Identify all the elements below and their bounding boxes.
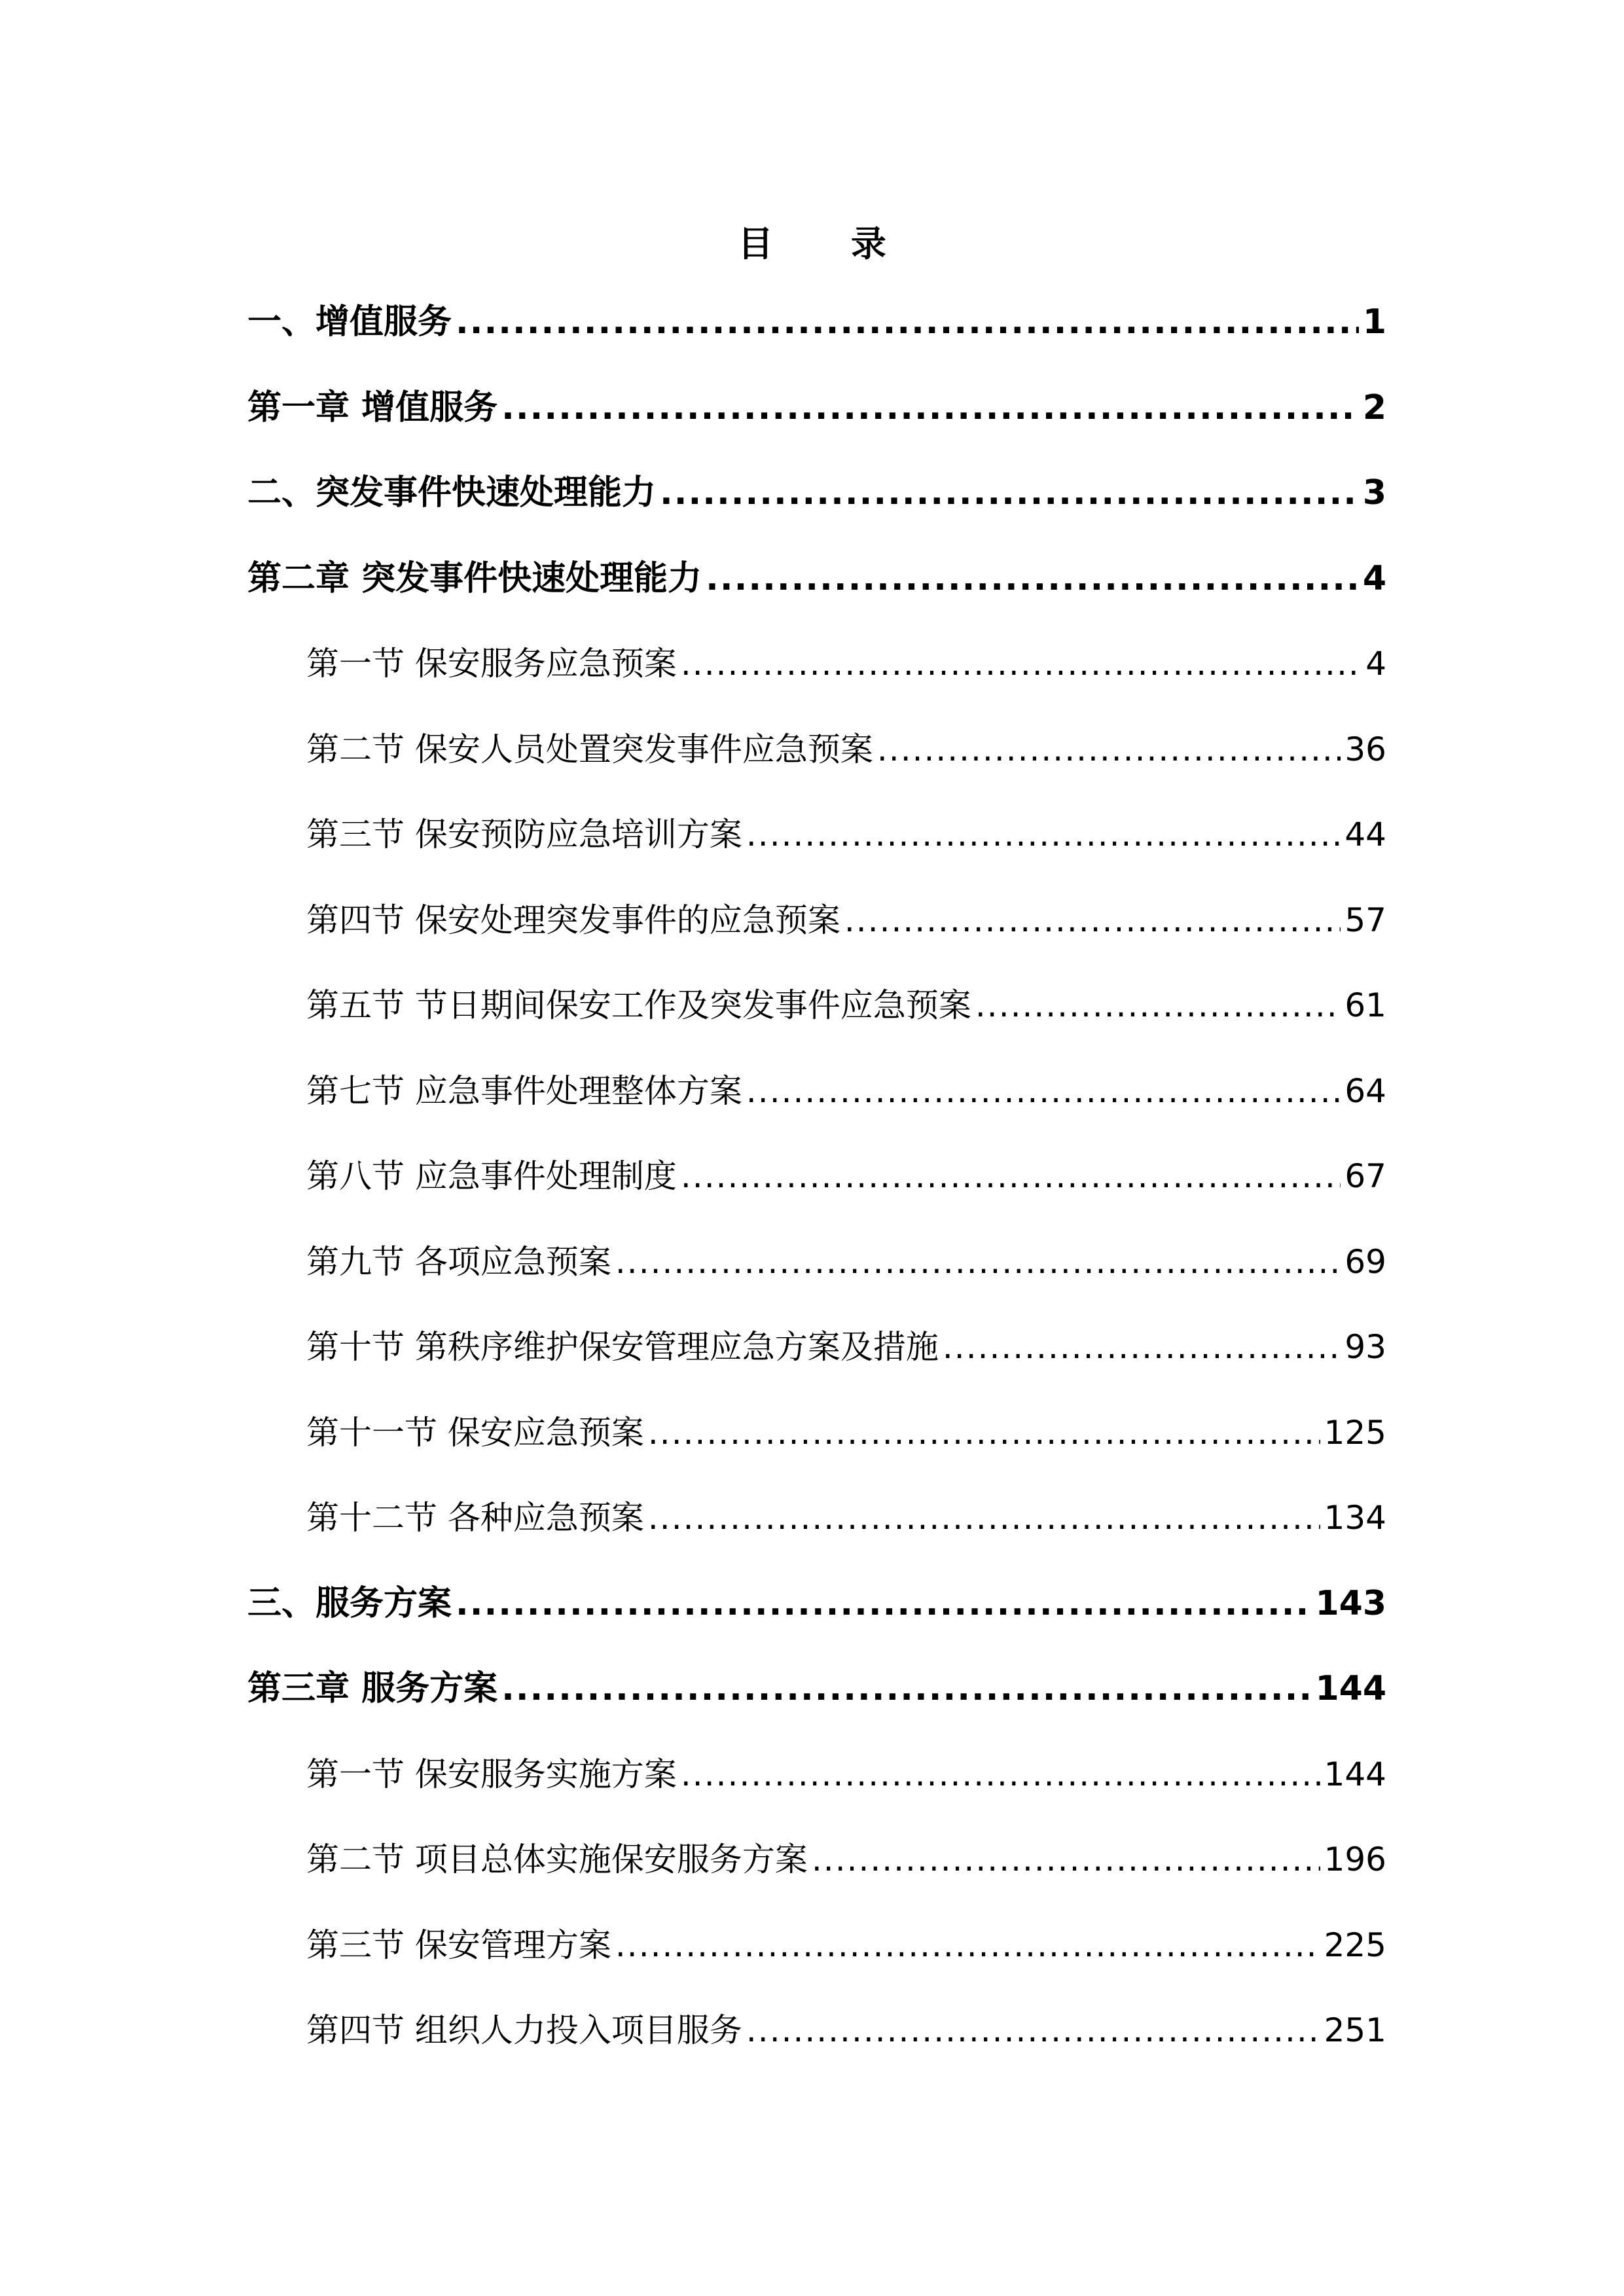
toc-entry[interactable] xyxy=(306,1492,1386,1544)
toc-dot-leader xyxy=(844,894,1341,946)
toc-dot-leader xyxy=(615,1919,1320,1971)
toc-title: 目 录 xyxy=(738,223,919,264)
toc-entry[interactable] xyxy=(247,296,1386,348)
toc-entry-page-number: 3 xyxy=(1362,473,1386,512)
toc-entry-page-number: 196 xyxy=(1324,1840,1386,1878)
toc-dot-leader xyxy=(648,1407,1320,1459)
toc-entry[interactable] xyxy=(306,979,1386,1031)
toc-entry-page-number: 144 xyxy=(1324,1755,1386,1793)
toc-entry-page-number: 44 xyxy=(1344,816,1386,853)
toc-dot-leader xyxy=(877,723,1341,776)
toc-dot-leader xyxy=(501,1662,1311,1715)
toc-entry-page-number: 4 xyxy=(1362,559,1386,598)
toc-dot-leader xyxy=(648,1492,1320,1544)
toc-entry-label: 一、增值服务 xyxy=(247,302,452,342)
toc-entry-label: 第八节 应急事件处理制度 xyxy=(306,1157,677,1195)
toc-entry[interactable] xyxy=(306,1150,1386,1202)
toc-entry[interactable] xyxy=(306,1748,1386,1801)
toc-dot-leader xyxy=(456,296,1359,348)
toc-entry-label: 第七节 应急事件处理整体方案 xyxy=(306,1072,742,1110)
toc-entry-page-number: 2 xyxy=(1362,388,1386,427)
toc-entry-label: 二、突发事件快速处理能力 xyxy=(247,473,657,512)
toc-entry-page-number: 57 xyxy=(1344,901,1386,939)
toc-dot-leader xyxy=(706,552,1359,605)
toc-entry-label: 第二节 项目总体实施保安服务方案 xyxy=(306,1840,808,1878)
toc-entry-label: 第一节 保安服务应急预案 xyxy=(306,645,677,683)
toc-entry-page-number: 125 xyxy=(1324,1414,1386,1452)
toc-entry[interactable] xyxy=(306,723,1386,776)
toc-entry[interactable] xyxy=(306,1236,1386,1288)
toc-dot-leader xyxy=(812,1833,1320,1886)
toc-entry-label: 第三节 保安预防应急培训方案 xyxy=(306,816,742,853)
toc-entry-label: 第十节 第秩序维护保安管理应急方案及措施 xyxy=(306,1328,939,1366)
toc-entry-label: 第一章 增值服务 xyxy=(247,388,498,427)
toc-entry-page-number: 251 xyxy=(1324,2011,1386,2049)
toc-entry[interactable] xyxy=(306,2004,1386,2056)
toc-entry-page-number: 4 xyxy=(1365,645,1386,683)
toc-entry[interactable] xyxy=(247,1577,1386,1630)
toc-entry[interactable] xyxy=(247,382,1386,434)
toc-entry-label: 第四节 保安处理突发事件的应急预案 xyxy=(306,901,840,939)
toc-dot-leader xyxy=(746,1065,1341,1117)
toc-entry-label: 第十二节 各种应急预案 xyxy=(306,1499,644,1537)
toc-entry[interactable] xyxy=(306,894,1386,946)
toc-entry-label: 第一节 保安服务实施方案 xyxy=(306,1755,677,1793)
toc-dot-leader xyxy=(746,808,1341,861)
toc-entry-page-number: 93 xyxy=(1344,1328,1386,1366)
toc-dot-leader xyxy=(943,1321,1341,1373)
toc-entry-page-number: 61 xyxy=(1344,986,1386,1024)
toc-entry[interactable] xyxy=(306,1321,1386,1373)
toc-entry[interactable] xyxy=(247,1662,1386,1715)
toc-entry[interactable] xyxy=(306,637,1386,690)
toc-entry[interactable] xyxy=(306,1407,1386,1459)
toc-entry-page-number: 67 xyxy=(1344,1157,1386,1195)
toc-dot-leader xyxy=(681,1748,1320,1801)
toc-dot-leader xyxy=(746,2004,1320,2056)
toc-dot-leader xyxy=(681,637,1362,690)
toc-entry-label: 第十一节 保安应急预案 xyxy=(306,1414,644,1452)
toc-entry[interactable] xyxy=(306,808,1386,861)
toc-entry-label: 第二章 突发事件快速处理能力 xyxy=(247,559,702,598)
toc-entry[interactable] xyxy=(306,1919,1386,1971)
toc-dot-leader xyxy=(660,467,1359,519)
toc-entry[interactable] xyxy=(306,1833,1386,1886)
toc-entry-label: 三、服务方案 xyxy=(247,1584,452,1623)
toc-dot-leader xyxy=(975,979,1341,1031)
toc-entry-label: 第五节 节日期间保安工作及突发事件应急预案 xyxy=(306,986,971,1024)
toc-entry-page-number: 36 xyxy=(1344,730,1386,768)
toc-entry-page-number: 134 xyxy=(1324,1499,1386,1537)
toc-entry-page-number: 225 xyxy=(1324,1926,1386,1964)
toc-entry-label: 第二节 保安人员处置突发事件应急预案 xyxy=(306,730,873,768)
toc-entry[interactable] xyxy=(247,467,1386,519)
toc-entry[interactable] xyxy=(247,552,1386,605)
toc-entry-page-number: 64 xyxy=(1344,1072,1386,1110)
toc-entry-page-number: 143 xyxy=(1315,1584,1386,1623)
toc-entry-label: 第三节 保安管理方案 xyxy=(306,1926,611,1964)
toc-entry-label: 第九节 各项应急预案 xyxy=(306,1243,611,1281)
toc-dot-leader xyxy=(456,1577,1311,1630)
toc-entry[interactable] xyxy=(306,1065,1386,1117)
toc-entry-page-number: 1 xyxy=(1362,302,1386,342)
toc-entry-page-number: 144 xyxy=(1315,1669,1386,1708)
toc-dot-leader xyxy=(681,1150,1341,1202)
toc-entry-page-number: 69 xyxy=(1344,1243,1386,1281)
toc-dot-leader xyxy=(615,1236,1341,1288)
toc-entry-label: 第三章 服务方案 xyxy=(247,1669,498,1708)
toc-dot-leader xyxy=(501,382,1359,434)
toc-entry-label: 第四节 组织人力投入项目服务 xyxy=(306,2011,742,2049)
